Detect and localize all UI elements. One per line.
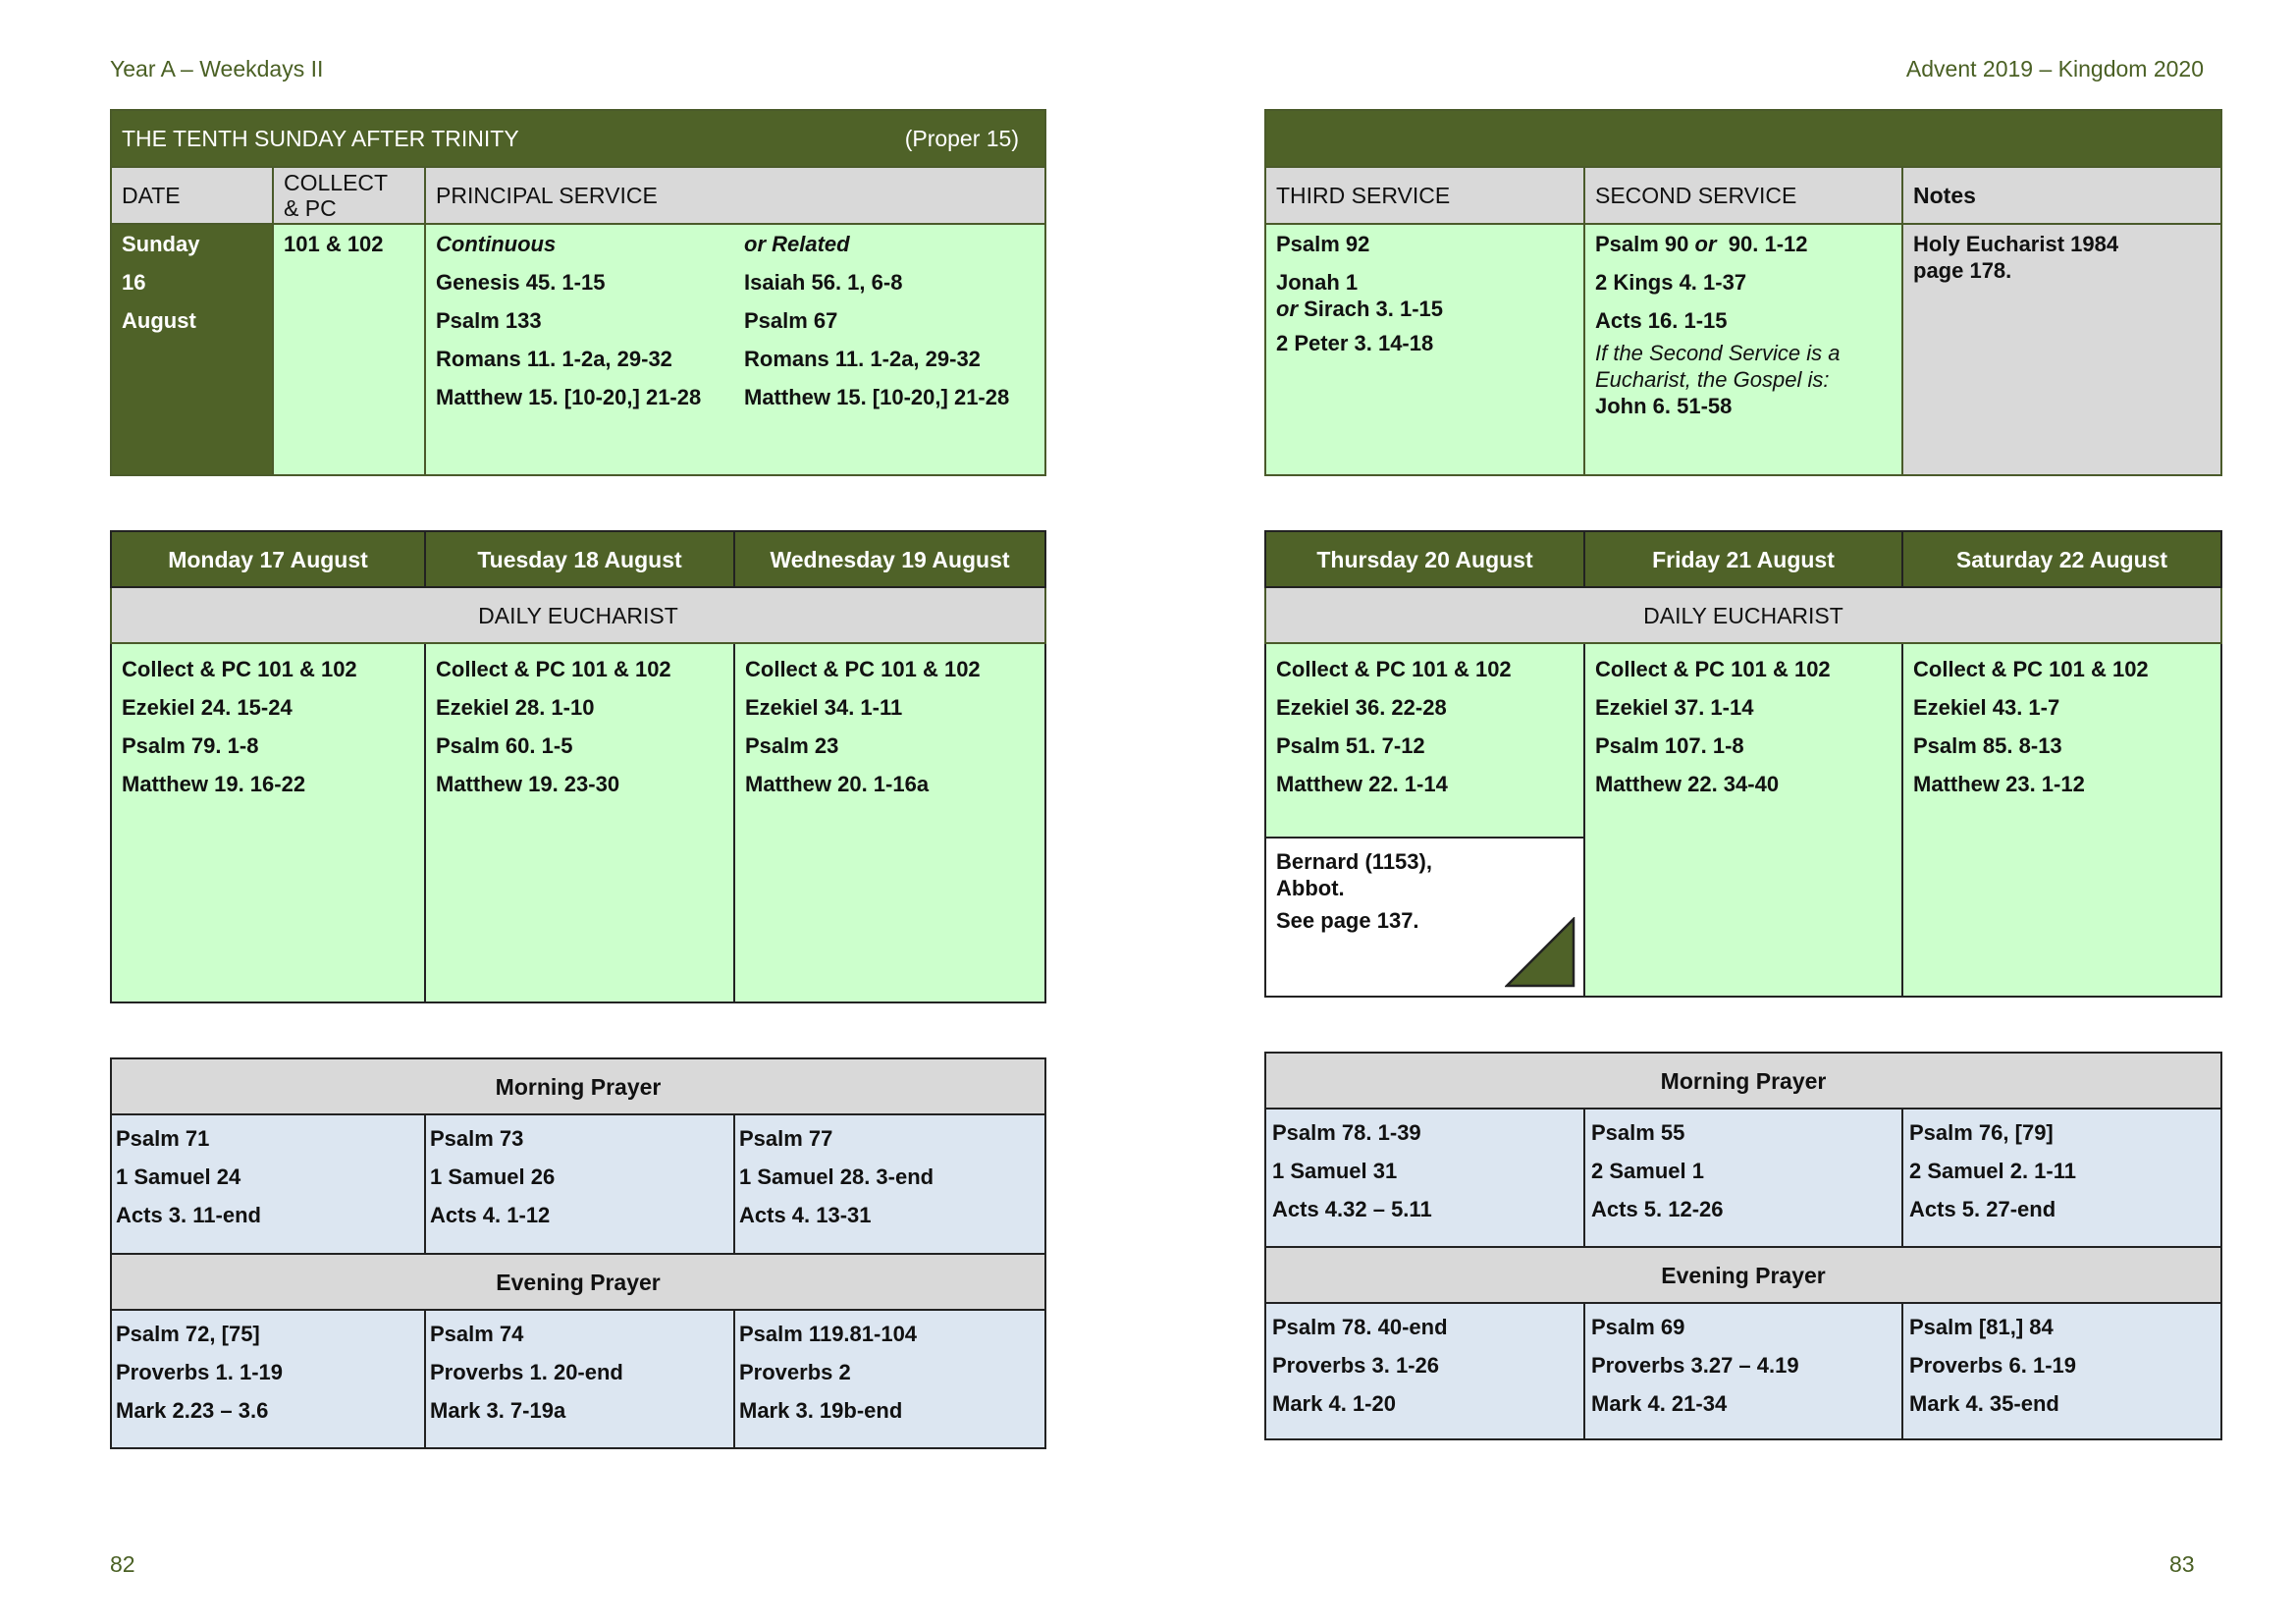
second-reading2: Acts 16. 1-15 [1595, 308, 1728, 333]
reading-item: Matthew 20. 1-16a [745, 772, 930, 796]
reading-item: Proverbs 6. 1-19 [1909, 1353, 2076, 1378]
reading-item: Collect & PC 101 & 102 [122, 657, 357, 681]
principal-service-header: PRINCIPAL SERVICE [425, 167, 1045, 224]
second-psalm-alt: 90. 1-12 [1728, 232, 1808, 256]
third-service-cell [1265, 224, 1584, 475]
daily-eucharist-label: DAILY EUCHARIST [1265, 587, 2221, 643]
second-note-line1: If the Second Service is a [1595, 341, 1841, 365]
reading-item: Psalm 78. 1-39 [1272, 1120, 1421, 1145]
reading-item: Psalm 107. 1-8 [1595, 733, 1744, 758]
running-header-right: Advent 2019 – Kingdom 2020 [1905, 56, 2204, 81]
reading-item: Mark 4. 1-20 [1272, 1391, 1396, 1416]
commemoration-box [1266, 837, 1583, 996]
morning-prayer-label: Morning Prayer [1265, 1053, 2221, 1109]
reading-item: Genesis 45. 1-15 [436, 270, 606, 295]
commemoration-line2: Abbot. [1276, 876, 1345, 900]
related-readings-cell [734, 224, 1045, 475]
reading-item: Ezekiel 28. 1-10 [436, 695, 595, 720]
reading-item: Mark 3. 7-19a [430, 1398, 566, 1423]
reading-item: Ezekiel 24. 15-24 [122, 695, 293, 720]
reading-item: Psalm 74 [430, 1322, 524, 1346]
page-number-right: 83 [2169, 1551, 2195, 1577]
day-readings-cell [425, 643, 734, 1002]
morning-prayer-label: Morning Prayer [111, 1058, 1045, 1114]
reading-item: Psalm 23 [745, 733, 839, 758]
collect-header-line1: COLLECT [284, 170, 389, 195]
morning-readings-cell [111, 1114, 425, 1254]
reading-item: Matthew 22. 1-14 [1276, 772, 1448, 796]
notes-header: Notes [1902, 167, 2221, 224]
reading-item: 1 Samuel 31 [1272, 1159, 1398, 1183]
reading-item: Matthew 15. [10-20,] 21-28 [744, 385, 1010, 409]
reading-item: Proverbs 3. 1-26 [1272, 1353, 1439, 1378]
notes-line: Holy Eucharist 1984 [1913, 232, 2119, 256]
reading-item: Psalm 73 [430, 1126, 524, 1151]
reading-item: Proverbs 3.27 – 4.19 [1591, 1353, 1799, 1378]
date-line: August [122, 308, 196, 333]
reading-item: Mark 3. 19b-end [739, 1398, 903, 1423]
second-service-cell [1584, 224, 1902, 475]
evening-readings-cell [1265, 1303, 1584, 1439]
weekday-table-right [1264, 530, 2222, 998]
reading-item: Romans 11. 1-2a, 29-32 [744, 347, 981, 371]
reading-item: Matthew 22. 34-40 [1595, 772, 1780, 796]
day-readings-cell [1902, 643, 2221, 997]
weekday-table-left [110, 530, 1046, 1003]
evening-prayer-label: Evening Prayer [1265, 1247, 2221, 1303]
commemoration-see: See page 137. [1276, 908, 1419, 933]
day-header: Monday 17 August [111, 531, 425, 587]
proper-label: (Proper 15) [904, 126, 1020, 151]
reading-item: Proverbs 1. 20-end [430, 1360, 623, 1384]
date-line: 16 [122, 270, 146, 295]
reading-item: Psalm 71 [116, 1126, 210, 1151]
reading-item: Matthew 15. [10-20,] 21-28 [436, 385, 702, 409]
reading-item: Psalm 79. 1-8 [122, 733, 259, 758]
reading-item: Acts 5. 27-end [1909, 1197, 2056, 1221]
day-readings-cell [111, 643, 425, 1002]
second-gospel: John 6. 51-58 [1595, 394, 1733, 418]
collect-value: 101 & 102 [284, 232, 384, 256]
reading-item: Psalm 119.81-104 [739, 1322, 918, 1346]
morning-readings-cell [734, 1114, 1045, 1254]
collect-column-header [273, 167, 425, 224]
day-header: Friday 21 August [1584, 531, 1902, 587]
evening-readings-cell [1902, 1303, 2221, 1439]
day-readings-cell [734, 643, 1045, 1002]
morning-readings-cell [425, 1114, 734, 1254]
reading-item: Mark 4. 35-end [1909, 1391, 2059, 1416]
reading-item: Mark 4. 21-34 [1591, 1391, 1728, 1416]
reading-item: Psalm 77 [739, 1126, 833, 1151]
daily-eucharist-label: DAILY EUCHARIST [111, 587, 1045, 643]
reading-item: Ezekiel 43. 1-7 [1913, 695, 2060, 720]
reading-item: 2 Samuel 2. 1-11 [1909, 1159, 2076, 1183]
reading-item: Psalm 72, [75] [116, 1322, 260, 1346]
page-corner-triangle-icon [1505, 917, 1575, 988]
day-header: Tuesday 18 August [425, 531, 734, 587]
morning-readings-cell [1265, 1109, 1584, 1247]
evening-prayer-label: Evening Prayer [111, 1254, 1045, 1310]
sunday-date-cell [111, 224, 273, 475]
day-header: Saturday 22 August [1902, 531, 2221, 587]
second-note-line2: Eucharist, the Gospel is: [1595, 367, 1830, 392]
reading-item: Psalm 55 [1591, 1120, 1685, 1145]
reading-item: Psalm 60. 1-5 [436, 733, 573, 758]
reading-item: Acts 4.32 – 5.11 [1272, 1197, 1432, 1221]
collect-header-line2: & PC [284, 195, 337, 221]
reading-item: Romans 11. 1-2a, 29-32 [436, 347, 672, 371]
sunday-title-bar [111, 110, 1045, 167]
day-header: Wednesday 19 August [734, 531, 1045, 587]
reading-item: 1 Samuel 28. 3-end [739, 1164, 934, 1189]
reading-item: Ezekiel 37. 1-14 [1595, 695, 1754, 720]
related-label: or Related [744, 232, 850, 256]
notes-line: page 178. [1913, 258, 2012, 283]
continuous-label: Continuous [436, 232, 557, 256]
reading-item: Matthew 19. 23-30 [436, 772, 620, 796]
day-readings-cell [1584, 643, 1902, 997]
sunday-title: THE TENTH SUNDAY AFTER TRINITY [122, 126, 519, 151]
third-reading2: 2 Peter 3. 14-18 [1276, 331, 1434, 355]
second-reading1: 2 Kings 4. 1-37 [1595, 270, 1747, 295]
evening-readings-cell [734, 1310, 1045, 1448]
date-column-header: DATE [111, 167, 273, 224]
page-number-left: 82 [110, 1551, 135, 1577]
reading-item: Acts 4. 13-31 [739, 1203, 872, 1227]
reading-item: 2 Samuel 1 [1591, 1159, 1704, 1183]
third-reading1-alt: Sirach 3. 1-15 [1304, 297, 1443, 321]
sunday-table-left [110, 109, 1046, 476]
continuous-readings-cell [425, 224, 734, 475]
evening-readings-cell [425, 1310, 734, 1448]
reading-item: Psalm 76, [79] [1909, 1120, 2054, 1145]
reading-item: Psalm 85. 8-13 [1913, 733, 2062, 758]
day-header: Thursday 20 August [1265, 531, 1584, 587]
reading-item: Collect & PC 101 & 102 [1913, 657, 2149, 681]
second-psalm: Psalm 90 [1595, 232, 1689, 256]
reading-item: Collect & PC 101 & 102 [436, 657, 671, 681]
reading-item: 1 Samuel 24 [116, 1164, 241, 1189]
reading-item: Acts 5. 12-26 [1591, 1197, 1724, 1221]
reading-item: Acts 3. 11-end [116, 1203, 261, 1227]
second-psalm-line [1595, 225, 1892, 263]
reading-item: Isaiah 56. 1, 6-8 [744, 270, 903, 295]
sunday-table-right [1264, 109, 2222, 476]
day-readings-cell [1265, 643, 1584, 997]
morning-readings-cell [1584, 1109, 1902, 1247]
reading-item: Matthew 23. 1-12 [1913, 772, 2085, 796]
sunday-title-bar-right [1265, 110, 2221, 167]
sunday-collect-cell [273, 224, 425, 475]
notes-cell [1902, 224, 2221, 475]
commemoration-line1: Bernard (1153), [1276, 849, 1432, 874]
offices-table-left [110, 1057, 1046, 1449]
third-service-header: THIRD SERVICE [1265, 167, 1584, 224]
evening-readings-cell [111, 1310, 425, 1448]
reading-item: Psalm 67 [744, 308, 838, 333]
reading-item: Matthew 19. 16-22 [122, 772, 306, 796]
reading-item: Collect & PC 101 & 102 [1595, 657, 1831, 681]
reading-item: Collect & PC 101 & 102 [1276, 657, 1512, 681]
reading-item: Mark 2.23 – 3.6 [116, 1398, 269, 1423]
reading-item: Proverbs 2 [739, 1360, 851, 1384]
evening-readings-cell [1584, 1303, 1902, 1439]
reading-item: Psalm 69 [1591, 1315, 1685, 1339]
reading-item: Collect & PC 101 & 102 [745, 657, 981, 681]
reading-item: 1 Samuel 26 [430, 1164, 556, 1189]
reading-item: Proverbs 1. 1-19 [116, 1360, 283, 1384]
third-reading1-alt-line [1276, 296, 1574, 322]
third-reading1: Jonah 1 [1276, 270, 1359, 295]
reading-item: Ezekiel 36. 22-28 [1276, 695, 1447, 720]
reading-item: Ezekiel 34. 1-11 [745, 695, 903, 720]
reading-item: Psalm 78. 40-end [1272, 1315, 1448, 1339]
reading-item: Psalm 133 [436, 308, 542, 333]
second-service-header: SECOND SERVICE [1584, 167, 1902, 224]
third-psalm: Psalm 92 [1276, 232, 1370, 256]
reading-item: Psalm [81,] 84 [1909, 1315, 2054, 1339]
or-word: or [1694, 232, 1717, 256]
morning-readings-cell [1902, 1109, 2221, 1247]
running-header-left: Year A – Weekdays II [110, 56, 324, 81]
reading-item: Psalm 51. 7-12 [1276, 733, 1425, 758]
or-word: or [1276, 297, 1298, 321]
reading-item: Acts 4. 1-12 [430, 1203, 551, 1227]
date-line: Sunday [122, 232, 200, 256]
offices-table-right [1264, 1052, 2222, 1440]
